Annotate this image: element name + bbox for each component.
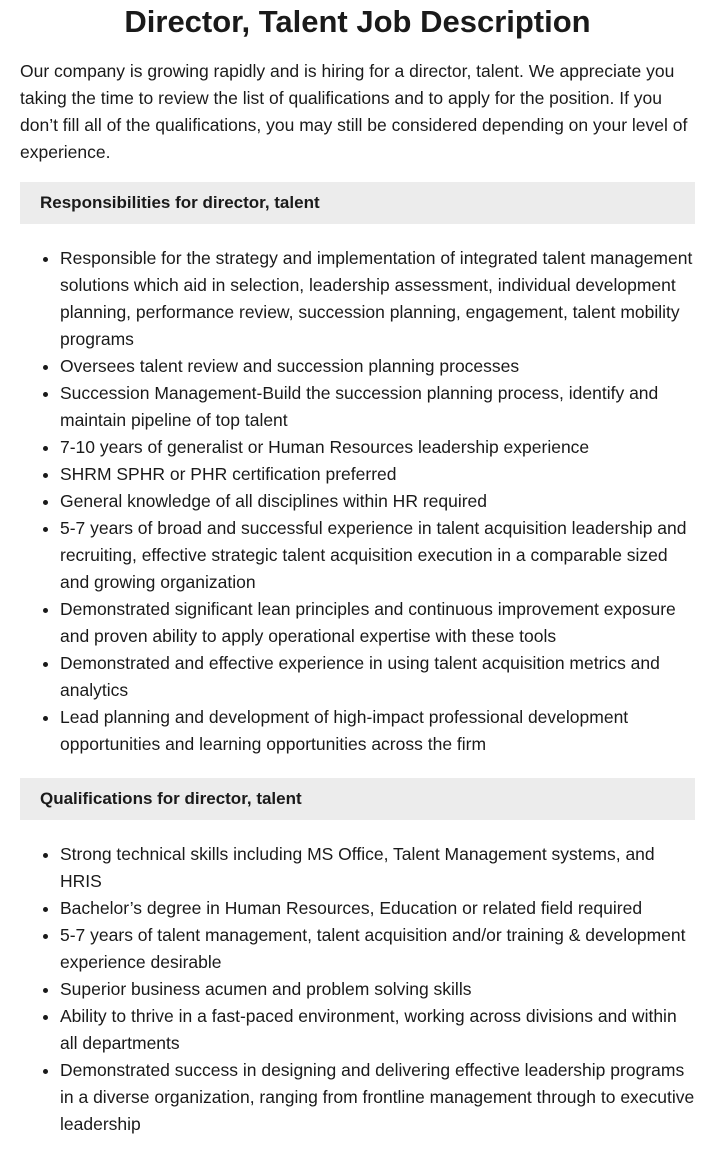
list-item: • SHRM SPHR or PHR certification preferred	[60, 461, 695, 488]
list-item: • 5-7 years of broad and successful experience in talent acquisition leadership and recruiting, effective strategic talent acquisition execution in a comparable sized and growing organization	[60, 515, 695, 596]
job-description	[0, 4, 720, 1138]
list-item: • 7-10 years of generalist or Human Resources leadership experience	[60, 434, 695, 461]
list-item: • General knowledge of all disciplines within HR required	[60, 488, 695, 515]
section-heading: Qualifications for director, talent	[20, 778, 695, 820]
list-item: • Demonstrated success in designing and delivering effective leadership programs in a diverse organization, ranging from frontline management through to executive leadership	[60, 1057, 695, 1138]
section-list	[20, 841, 695, 1138]
list-item: • Ability to thrive in a fast-paced environment, working across divisions and within all departments	[60, 1003, 695, 1057]
list-item: • 5-7 years of talent management, talent acquisition and/or training & development experience desirable	[60, 922, 695, 976]
list-item: • Superior business acumen and problem solving skills	[60, 976, 695, 1003]
list-item: • Responsible for the strategy and implementation of integrated talent management solutions which aid in selection, leadership assessment, individual development planning, performance review, succession planning, engagement, talent mobility programs	[60, 245, 695, 353]
list-item: • Strong technical skills including MS Office, Talent Management systems, and HRIS	[60, 841, 695, 895]
list-item: • Bachelor’s degree in Human Resources, Education or related field required	[60, 895, 695, 922]
list-item: • Lead planning and development of high-impact professional development opportunities and learning opportunities across the firm	[60, 704, 695, 758]
list-item: • Succession Management-Build the succession planning process, identify and maintain pipeline of top talent	[60, 380, 695, 434]
section-heading: Responsibilities for director, talent	[20, 182, 695, 224]
section-list	[20, 245, 695, 758]
list-item: • Oversees talent review and succession planning processes	[60, 353, 695, 380]
list-item: • Demonstrated and effective experience in using talent acquisition metrics and analytics	[60, 650, 695, 704]
intro-paragraph: Our company is growing rapidly and is hiring for a director, talent. We appreciate you taking the time to review the list of qualifications and to apply for the position. If you don’t fill all of the qualifications, you may still be considered depending on your level of experience.	[20, 61, 688, 162]
list-item: • Demonstrated significant lean principles and continuous improvement exposure and proven ability to apply operational expertise with these tools	[60, 596, 695, 650]
page-title: Director, Talent Job Description	[124, 4, 591, 39]
